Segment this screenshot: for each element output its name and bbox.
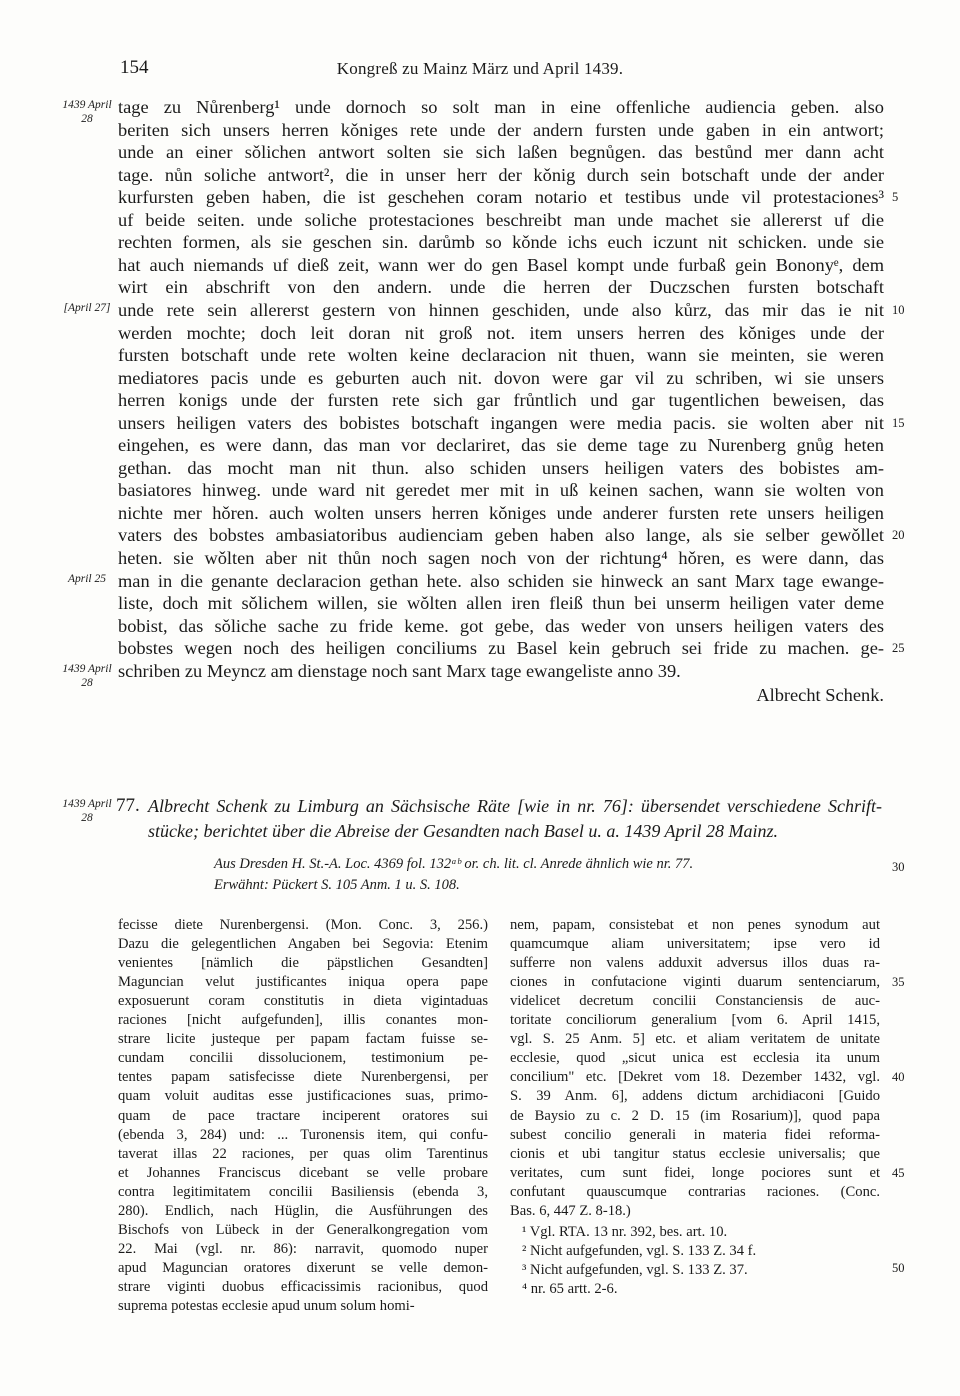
document-number: 77. [116,795,140,816]
note-line: S. 39 Anm. 6], addens dictum archidiaconi [Guido [510,1088,880,1105]
note-line: apud Maguncian oratores dixerunt se velle demon- [118,1259,488,1276]
note-line: quam voluit auditas esse justificaciones suas, primo- [118,1088,488,1105]
running-title: Kongreß zu Mainz März und April 1439. [336,59,624,78]
footnote: ⁴ nr. 65 artt. 2-6. [522,1280,618,1297]
body-line: eingehen, es were dann, das man vor declariret, das sie deme tage zu Nurenberg gnůg heten [118,435,884,456]
source-line: Erwähnt: Pückert S. 105 Anm. 1 u. S. 108. [214,877,460,893]
footnote: ¹ Vgl. RTA. 13 nr. 392, bes. art. 10. [522,1223,728,1240]
body-line: rechten formen, als sie geschen sin. darůmb so kǒnde ichs euch iczunt nit schicken. unde sie [118,232,884,253]
body-line: nichte mer hǒren. auch wolten unsers herren kǒniges unde anderer fursten rete unsers heiligen [118,502,884,523]
note-line: 22. Mai (vgl. nr. 86): narravit, quomodo nuper [118,1240,488,1257]
date-margin-note: 1439 April 28 [62,99,112,125]
body-line: bobist, das sǒliche sache zu fride keme. got gebe, das weder von unsers heiligen vaters des [118,615,884,636]
body-line: gethan. das mocht man nit thun. also schiden unsers heiligen vaters des bobistes am- [118,457,884,478]
note-line: raciones [nicht aufgefunden], illis conantes mon- [118,1012,488,1029]
note-line: strare viginti duobus efficacissimis racionibus, quod [118,1278,488,1295]
note-line: vgl. S. 25 Anm. 5] etc. et aliam veritatem de unitate [510,1031,880,1048]
note-line: strare licite justeque per papam factam fuisse se- [118,1031,488,1048]
body-line: herren konigs unde der fursten rete sich gar frůntlich und gar tugentlichen beweisen, das [118,390,884,411]
note-line: confutant quauscumque contrarias raciones. (Conc. [510,1183,880,1200]
note-line: taverat illas 22 raciones, per quas olim Tarentinus [118,1145,488,1162]
note-line: quam de pace tractare inciperent oratores sui [118,1107,488,1124]
note-line: concilium" etc. [Dekret vom 18. Dezember 1432, vgl. [510,1069,880,1086]
line-number: 15 [892,415,905,430]
body-line: man in die genante declaracion gethan hete. also schiden sie hinweck an sant Marx tage ewange- [118,570,884,591]
line-number: 50 [892,1260,905,1275]
date-margin-note: 1439 April 28 [62,662,112,689]
body-line: unsers heiligen vaters des bobistes botschaft ingangen were media pacis. sie wolten aber nit [118,412,884,433]
body-line: mediatores pacis unde es geburten auch nit. dovon were gar vil zu schriben, wi sie unsers [118,367,884,388]
note-line: cionis et ubi tangitur status ecclesie universalis; que [510,1145,880,1162]
note-line: 280). Endlich, nach Hüglin, die Ausführungen des [118,1202,488,1219]
date-margin-note: [April 27] [63,301,111,314]
note-line: subest concilio generali in materia fidei reforma- [510,1126,880,1143]
note-line: fecisse diete Nurenbergensi. (Mon. Conc. 3, 256.) [118,917,488,933]
body-line: unde rete sein allererst gestern von hinnen geschiden, unde also kůrz, das mir das ie nit [118,299,884,320]
note-line: (ebenda 3, 284) und: ... Turonensis item, qui confu- [118,1126,488,1143]
body-line: heten. sie wǒlten aber nit thůn noch sagen noch von der richtung⁴ hǒren, es were dann, das [118,548,884,568]
note-line: quamcumque aliam universitatem; ipse vero id [510,936,880,953]
body-line: uf beide seiten. unde soliche protestaciones beschreibt man unde machet sie allererst uf die [118,209,884,230]
body-line: unde an einer sǒlichen antwort solten sie sich laßen begnůgen. das bestůnd mer dann acht [118,142,884,163]
line-number: 10 [892,302,905,317]
source-line: Aus Dresden H. St.-A. Loc. 4369 fol. 132ᵃᵇ or. ch. lit. cl. Anrede ähnlich wie nr. 77. [214,856,694,872]
note-line: de Baysio zu c. 2 D. 15 (im Rosarium)], quod papa [510,1107,880,1124]
regest-line: stücke; berichtet über die Abreise der Gesandten nach Basel u. a. 1439 April 28 Mainz. [148,821,779,841]
body-line: liste, doch mit sǒlichem willen, sie wǒlten allen iren fleiß thun bei unserm heiligen vater deme [118,593,884,614]
note-line: Dazu die gelegentlichen Angaben bei Segovia: Etenim [118,936,488,953]
note-line: Bischofs von Lübeck in der Generalkongregation vom [118,1221,488,1238]
note-line: ecclesie, quod „sicut unica est ecclesia ita unum [510,1050,880,1067]
body-line: vaters des bobstes ambasiatoribus audienciam geben haben also lange, als sie selber gewǒllet [118,525,884,546]
page-number: 154 [120,57,149,78]
note-line: tentes papam satisfecisse diete Nurenbergensi, per [118,1069,488,1086]
note-line: ciones in confutacione viginti duarum sentenciarum, [510,974,880,991]
line-number: 20 [892,528,905,543]
body-line: wirt ein abschrift von den andern. unde die herren der Duczschen fursten botschaft [118,277,884,298]
line-number: 5 [892,190,899,205]
footnote: ² Nicht aufgefunden, vgl. S. 133 Z. 34 f. [522,1242,757,1259]
note-line: sufferre non valens adduxit adversus illos duas ra- [510,955,880,972]
note-line: Maguncian velut justificantes iniqua opera pape [118,974,488,991]
body-line: fursten botschaft unde rete wolten keine declaracion nit thuen, wann sie meinten, sie weren [118,345,884,366]
signature: Albrecht Schenk. [756,685,884,706]
note-line: toritate conciliorum generalium [vom 6. April 1415, [510,1012,880,1029]
date-margin-note: April 25 [67,572,106,585]
regest-line: Albrecht Schenk zu Limburg an Sächsische Räte [wie in nr. 76]: übersendet verschiedene Schrift- [148,796,882,816]
body-line: bobstes wegen noch des heiligen conciliums zu Basel kein gebruch sei fride zu machen. ge- [118,638,884,659]
body-line: hat auch niemands uf dieß zeit, wann wer do gen Basel kompt unde furbaß gein Bononyᵉ, dem [118,254,884,275]
line-number-30: 30 [892,860,905,874]
line-number: 40 [892,1070,905,1085]
note-line: suprema potestas ecclesie apud unum solum homi- [118,1298,415,1314]
regest-date-margin: 1439 April 28 [62,798,112,824]
note-line: et Johannes Franciscus dicebant se velle probare [118,1164,488,1181]
body-line: tage. nůn soliche antwort², die in unser herr der kǒnig durch sein botschaft unde der ander [118,164,884,185]
note-line: videlicet decretum concilii Constanciensis de auc- [510,993,880,1010]
line-number: 45 [892,1165,905,1180]
note-line: Bas. 6, 447 Z. 8-18.) [510,1202,631,1219]
line-number: 35 [892,975,905,990]
body-line: basiatores hinweg. unde ward nit geredet mer mit in uß keinen sachen, wann sie wolten von [118,480,884,501]
body-line: werden mochte; doch leit doran nit groß not. item unsers herren des kǒniges unde der [118,322,884,343]
note-line: nem, papam, consistebat et non penes synodum aut [510,917,880,933]
note-line: venientes [nämlich die päpstlichen Gesandten] [118,955,488,972]
note-line: cundam concilii dissolucionem, testimonium pe- [118,1050,488,1067]
body-line: beriten sich unsers herren kǒniges rete unde der andern fursten unde gaben in ein antwort; [118,119,884,140]
note-line: veritates, cum sunt fidei, longe pociores sunt et [510,1164,880,1181]
body-line: kurfursten geben haben, die ist geschehen coram notario et testibus unde vil protestaciones³ [118,187,884,208]
footnote: ³ Nicht aufgefunden, vgl. S. 133 Z. 37. [522,1261,748,1278]
note-line: exposuerunt coram constitutis in dieta vigintaduas [118,993,488,1010]
note-line: contra legitimitatem concilii Basiliensis (ebenda 3, [118,1183,488,1200]
line-number: 25 [892,641,905,656]
body-line: schriben zu Meyncz am dienstage noch sant Marx tage ewangeliste anno 39. [118,660,681,681]
body-line: tage zu Nůrenberg¹ unde dornoch so solt man in eine offenliche audiencia geben. also [118,97,884,117]
